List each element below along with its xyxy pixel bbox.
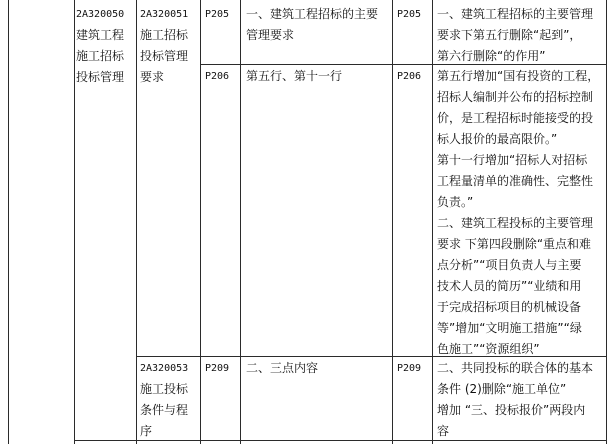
content-line: 第五行、第十一行: [246, 69, 343, 83]
content-line: 二、共同投标的联合体的基本: [437, 361, 594, 375]
subgroup-title-line: 施工招标: [140, 28, 189, 42]
subgroup-title-line: 序: [140, 424, 153, 438]
subgroup-title-line: 施工投标: [140, 382, 189, 396]
new-page-cell: [397, 66, 432, 356]
grid-line: [240, 0, 241, 444]
content-line: 管理要求: [246, 28, 295, 42]
subgroup-cell: [140, 4, 200, 356]
grid-line: [200, 64, 607, 65]
page-number: P205: [205, 9, 230, 20]
grid-line: [606, 0, 607, 444]
old-content-cell: [246, 358, 392, 440]
content-line: 一、建筑工程招标的主要: [246, 7, 379, 21]
page-number: P209: [397, 363, 422, 374]
old-page-cell: [205, 358, 240, 440]
content-line: 价，是工程招标时能接受的投: [437, 111, 594, 125]
content-line: 二、三点内容: [246, 361, 319, 375]
content-line: 点分析”“项目负责人与主要: [437, 258, 582, 272]
subgroup-cell: [140, 358, 200, 444]
old-content-cell: [246, 66, 392, 356]
new-content-cell: [437, 358, 606, 444]
group-title-line: 投标管理: [76, 70, 125, 84]
content-line: 要求 下第四段删除“重点和难: [437, 237, 592, 251]
old-page-cell: [205, 4, 240, 64]
subgroup-code: 2A320053: [140, 363, 189, 374]
content-line: 要求下第五行删除“起到”，: [437, 28, 582, 42]
content-line: 等”增加“文明施工措施”“绿: [437, 321, 582, 335]
group-code: 2A320050: [76, 9, 125, 20]
grid-line: [74, 0, 75, 444]
content-line: 第五行增加“国有投资的工程，: [437, 69, 600, 83]
new-content-cell: [437, 66, 606, 356]
subgroup-title-line: 要求: [140, 70, 165, 84]
old-page-cell: [205, 66, 240, 356]
content-line: 技术人员的简历”“业绩和用: [437, 279, 582, 293]
grid-line: [136, 356, 607, 357]
grid-line: [136, 0, 137, 444]
page-number: P206: [397, 71, 422, 82]
content-line: 第十一行增加“招标人对招标: [437, 153, 588, 167]
content-line: 二、建筑工程投标的主要管理: [437, 216, 594, 230]
content-line: 色施工”“资源组织”: [437, 342, 540, 356]
content-line: 第六行删除“的作用”: [437, 49, 546, 63]
grid-line: [392, 0, 393, 444]
new-content-cell: [437, 4, 606, 64]
new-page-cell: [397, 358, 432, 440]
group-cell: [76, 4, 136, 440]
new-page-cell: [397, 4, 432, 64]
content-line: 工程量清单的准确性、完整性: [437, 174, 594, 188]
content-line: 于完成招标项目的机械设备: [437, 300, 582, 314]
content-line: 一、建筑工程招标的主要管理: [437, 7, 594, 21]
subgroup-title-line: 投标管理: [140, 49, 189, 63]
old-content-cell: [246, 4, 392, 64]
group-title-line: 建筑工程: [76, 28, 125, 42]
content-line: 容: [437, 424, 450, 438]
group-title-line: 施工招标: [76, 49, 125, 63]
content-line: 标人报价的最高限价。”: [437, 132, 558, 146]
grid-line: [432, 0, 433, 444]
subgroup-code: 2A320051: [140, 9, 189, 20]
grid-line: [8, 0, 9, 444]
page-number: P206: [205, 71, 230, 82]
content-line: 增加 “三、投标报价”两段内: [437, 403, 586, 417]
page-number: P209: [205, 363, 230, 374]
subgroup-title-line: 条件与程: [140, 403, 189, 417]
content-line: 招标人编制并公布的招标控制: [437, 90, 594, 104]
content-line: 负责。”: [437, 195, 474, 209]
page-number: P205: [397, 9, 422, 20]
grid-line: [200, 0, 201, 444]
content-line: 条件 (2)删除“施工单位”: [437, 382, 567, 396]
